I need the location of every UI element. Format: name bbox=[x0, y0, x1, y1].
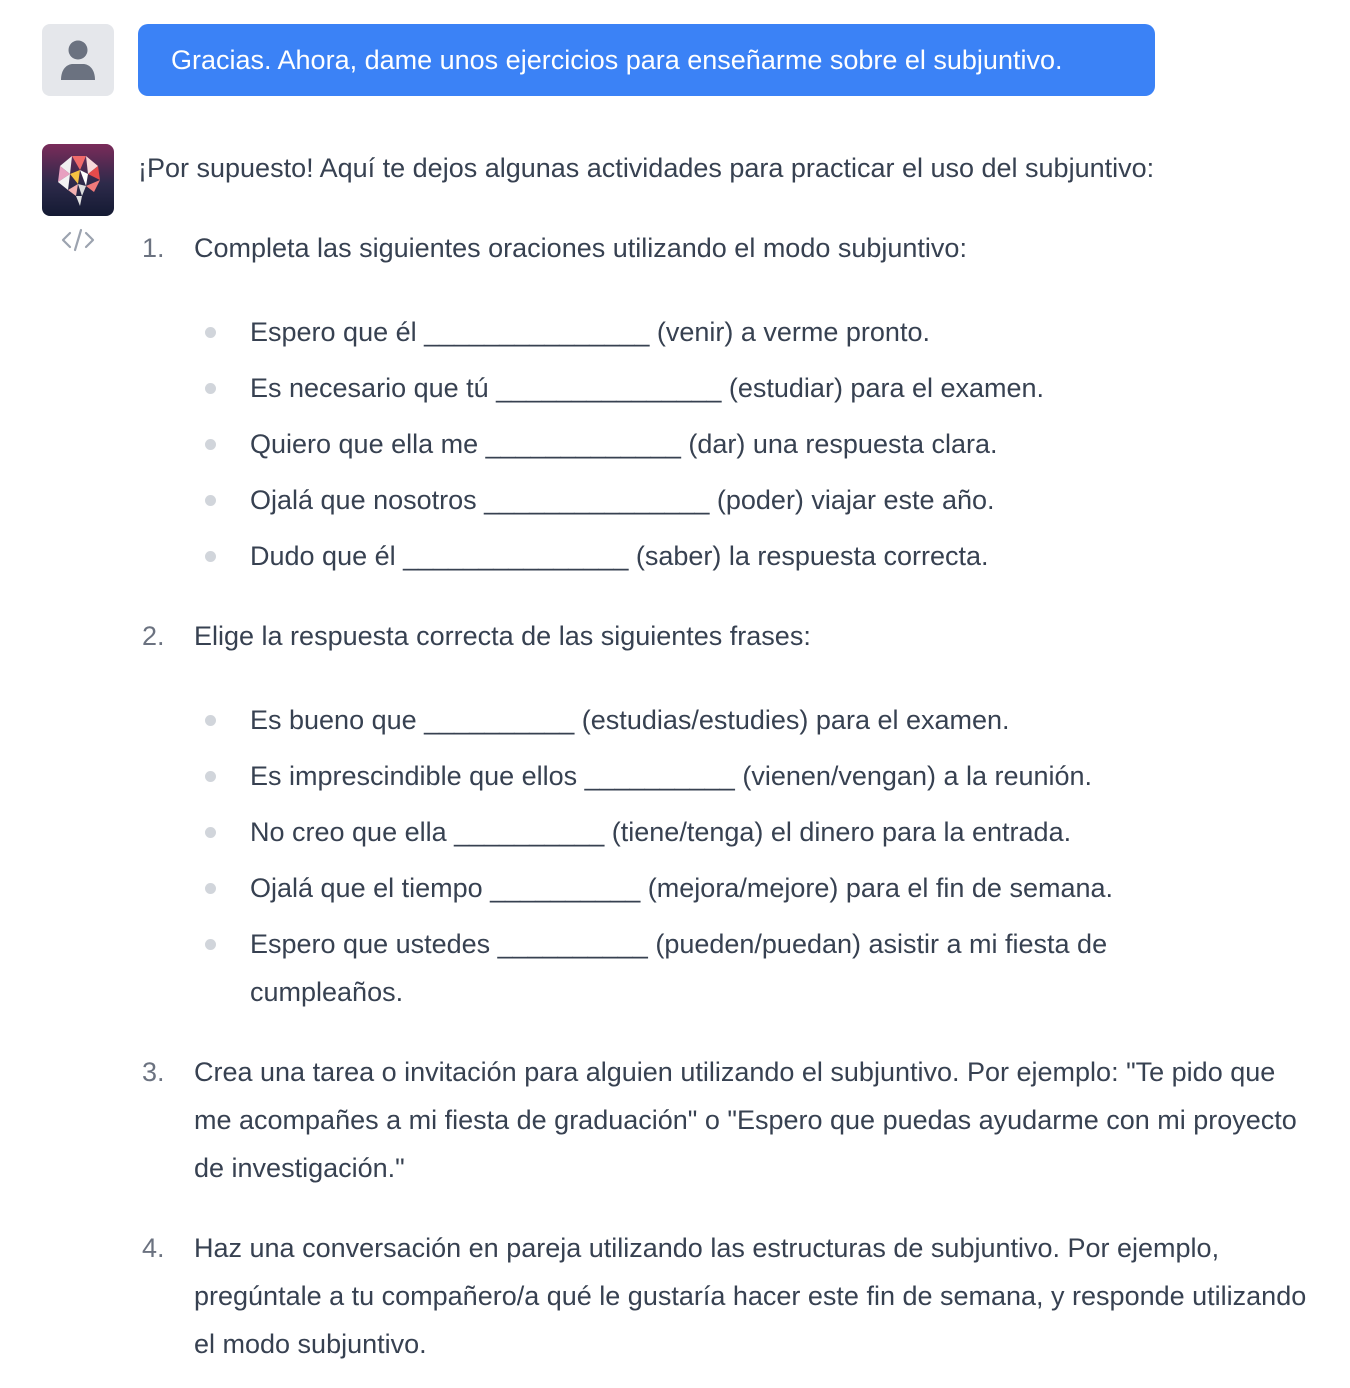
brain-logo-icon bbox=[42, 144, 114, 216]
bullet-dot bbox=[205, 771, 216, 782]
list-number: 2. bbox=[142, 621, 165, 651]
exercise-item-1 bbox=[138, 224, 1318, 584]
assistant-response bbox=[138, 144, 1318, 1368]
list-item: Espero que él _______________ (venir) a verme pronto. bbox=[194, 304, 1318, 360]
list-item: Es necesario que tú _______________ (estudiar) para el examen. bbox=[194, 360, 1318, 416]
list-item: Espero que ustedes __________ (pueden/puedan) asistir a mi fiesta de cumpleaños. bbox=[194, 916, 1170, 1016]
exercise-text: Completa las siguientes oraciones utilizando el modo subjuntivo: bbox=[194, 233, 967, 263]
list-item: Es imprescindible que ellos __________ (vienen/vengan) a la reunión. bbox=[194, 748, 1318, 804]
bullet-dot bbox=[205, 827, 216, 838]
list-item: Ojalá que el tiempo __________ (mejora/mejore) para el fin de semana. bbox=[194, 860, 1318, 916]
response-intro: ¡Por supuesto! Aquí te dejos algunas actividades para practicar el uso del subjuntivo: bbox=[138, 153, 1155, 183]
list-number: 4. bbox=[142, 1233, 165, 1263]
list-item: No creo que ella __________ (tiene/tenga) el dinero para la entrada. bbox=[194, 804, 1318, 860]
exercise-item-4 bbox=[138, 1224, 1318, 1368]
list-item: Quiero que ella me _____________ (dar) una respuesta clara. bbox=[194, 416, 1318, 472]
code-icon[interactable] bbox=[60, 226, 96, 254]
bullet-dot bbox=[205, 383, 216, 394]
user-icon bbox=[60, 39, 96, 81]
bullet-dot bbox=[205, 327, 216, 338]
exercise-item-2 bbox=[138, 612, 1318, 1016]
bullet-list bbox=[194, 692, 1318, 1016]
exercise-text: Haz una conversación en pareja utilizando las estructuras de subjuntivo. Por ejemplo, pregúntale a tu compañero/a qué le gustaría hacer este fin de semana, y responde utilizando el modo subjuntivo. bbox=[194, 1233, 1307, 1359]
bullet-dot bbox=[205, 439, 216, 450]
bullet-dot bbox=[205, 551, 216, 562]
list-item: Ojalá que nosotros _______________ (poder) viajar este año. bbox=[194, 472, 1318, 528]
bullet-list bbox=[194, 304, 1318, 584]
list-item: Es bueno que __________ (estudias/estudies) para el examen. bbox=[194, 692, 1318, 748]
user-message-bubble: Gracias. Ahora, dame unos ejercicios para enseñarme sobre el subjuntivo. bbox=[138, 24, 1155, 96]
bullet-dot bbox=[205, 939, 216, 950]
bullet-dot bbox=[205, 883, 216, 894]
exercise-item-3 bbox=[138, 1048, 1318, 1192]
bullet-dot bbox=[205, 495, 216, 506]
assistant-avatar bbox=[42, 144, 114, 216]
list-item: Dudo que él _______________ (saber) la respuesta correcta. bbox=[194, 528, 1318, 584]
user-avatar bbox=[42, 24, 114, 96]
exercise-text: Crea una tarea o invitación para alguien utilizando el subjuntivo. Por ejemplo: "Te pido que me acompañes a mi fiesta de graduación" o "Espero que puedas ayudarme con mi proyecto de investigación." bbox=[194, 1057, 1297, 1183]
exercise-text: Elige la respuesta correcta de las siguientes frases: bbox=[194, 621, 811, 651]
list-number: 1. bbox=[142, 233, 165, 263]
list-number: 3. bbox=[142, 1057, 165, 1087]
bullet-dot bbox=[205, 715, 216, 726]
